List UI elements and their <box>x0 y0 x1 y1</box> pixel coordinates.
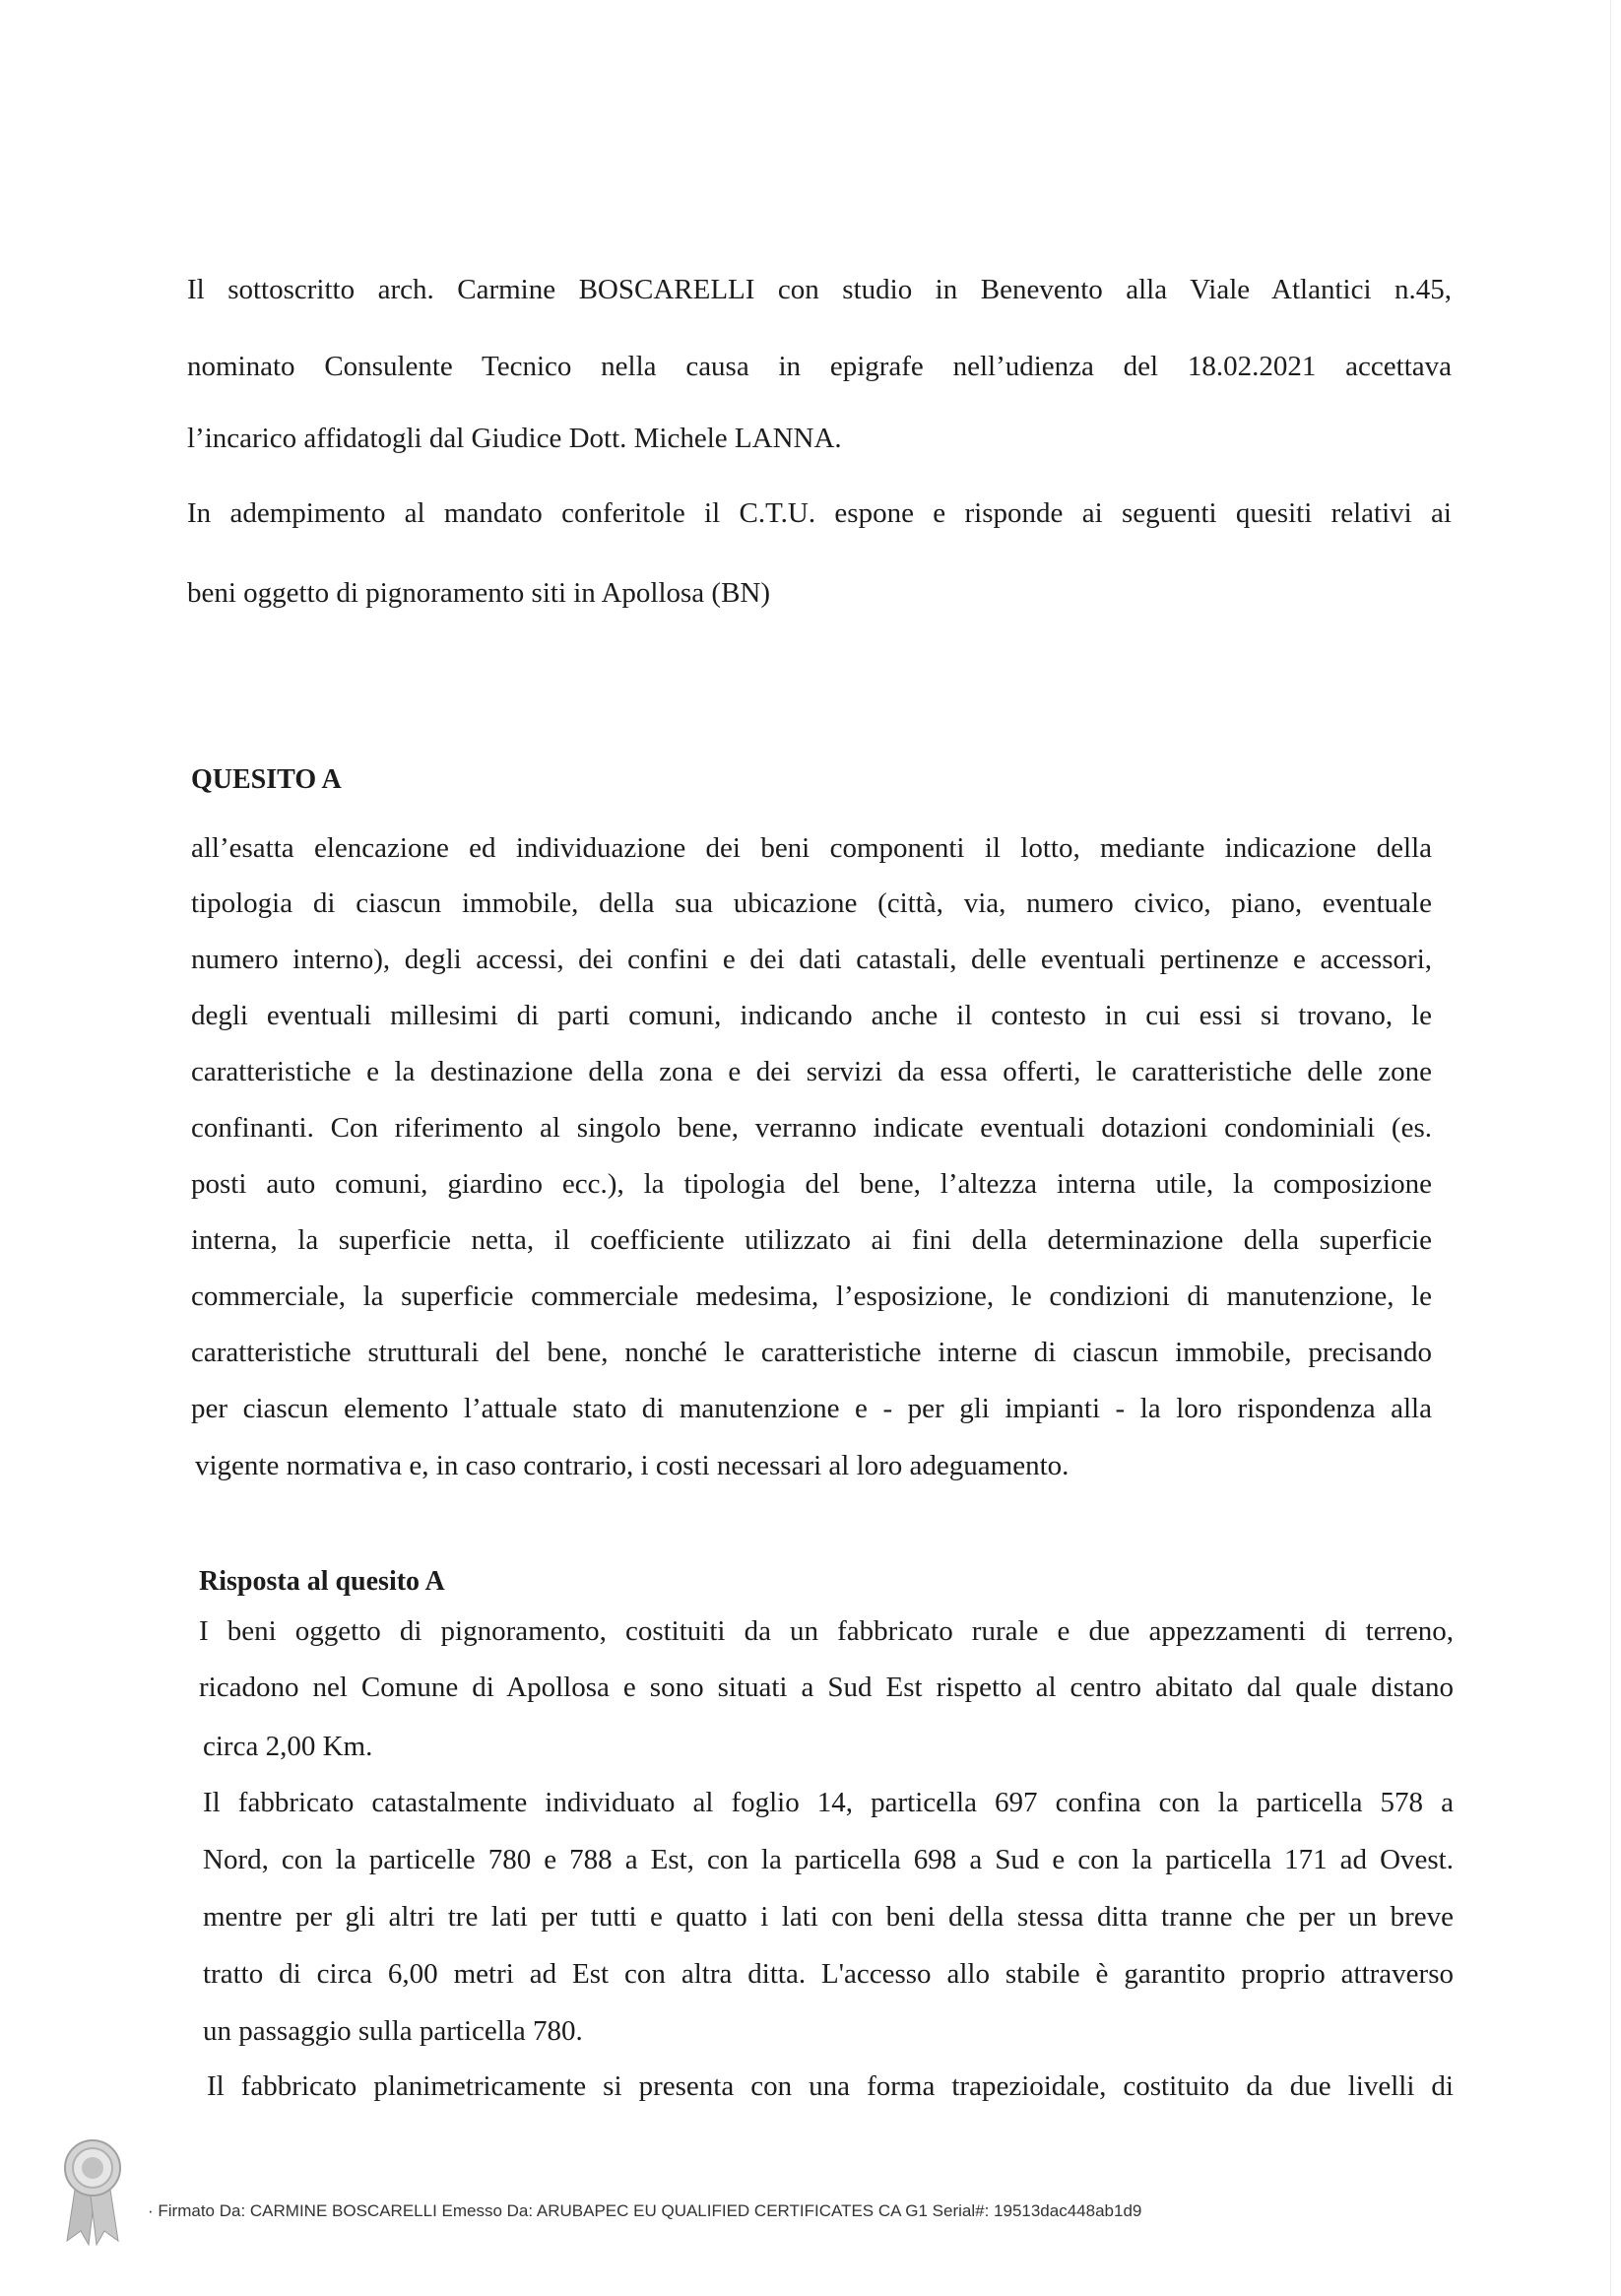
quesito-line: vigente normativa e, in caso contrario, i costi necessari al loro adeguamento. <box>195 1450 1070 1481</box>
intro-line-4: In adempimento al mandato conferitole il C.T.U. espone e risponde ai seguenti quesiti relativi ai <box>187 497 1452 529</box>
quesito-heading: QUESITO A <box>191 764 342 795</box>
quesito-line: commerciale, la superficie commerciale medesima, l’esposizione, le condizioni di manutenzione, le <box>191 1280 1432 1312</box>
risposta-line: ricadono nel Comune di Apollosa e sono situati a Sud Est rispetto al centro abitato dal quale distano <box>199 1672 1454 1703</box>
digital-signature-seal-icon <box>61 2131 124 2247</box>
risposta-line: circa 2,00 Km. <box>203 1731 373 1762</box>
quesito-line: caratteristiche e la destinazione della zona e dei servizi da essa offerti, le caratteristiche delle zone <box>191 1056 1432 1087</box>
quesito-line: posti auto comuni, giardino ecc.), la tipologia del bene, l’altezza interna utile, la composizione <box>191 1168 1432 1200</box>
risposta-line: Nord, con la particelle 780 e 788 a Est, con la particella 698 a Sud e con la particella 171 ad Ovest. <box>203 1844 1454 1875</box>
quesito-line: tipologia di ciascun immobile, della sua ubicazione (città, via, numero civico, piano, eventuale <box>191 887 1432 919</box>
signature-footer <box>148 2201 1141 2221</box>
intro-line-3: l’incarico affidatogli dal Giudice Dott. Michele LANNA. <box>187 423 842 454</box>
footer-bullet: · <box>148 2201 159 2220</box>
risposta-line: un passaggio sulla particella 780. <box>203 2015 583 2047</box>
risposta-line: tratto di circa 6,00 metri ad Est con altra ditta. L'accesso allo stabile è garantito proprio attraverso <box>203 1958 1454 1990</box>
intro-line-2: nominato Consulente Tecnico nella causa in epigrafe nell’udienza del 18.02.2021 accettava <box>187 351 1452 382</box>
quesito-line: caratteristiche strutturali del bene, nonché le caratteristiche interne di ciascun immobile, precisando <box>191 1337 1432 1368</box>
quesito-line: degli eventuali millesimi di parti comuni, indicando anche il contesto in cui essi si trovano, le <box>191 1000 1432 1031</box>
intro-line-5: beni oggetto di pignoramento siti in Apollosa (BN) <box>187 577 771 609</box>
signature-text: Firmato Da: CARMINE BOSCARELLI Emesso Da: ARUBAPEC EU QUALIFIED CERTIFICATES CA G1 Serial#: 19513dac448ab1d9 <box>158 2201 1142 2220</box>
risposta-line: mentre per gli altri tre lati per tutti e quatto i lati con beni della stessa ditta tranne che per un breve <box>203 1901 1454 1933</box>
quesito-line: confinanti. Con riferimento al singolo bene, verranno indicate eventuali dotazioni condominiali (es. <box>191 1112 1432 1144</box>
page-edge-line <box>1610 0 1611 2296</box>
quesito-line: all’esatta elencazione ed individuazione dei beni componenti il lotto, mediante indicazione della <box>191 832 1432 864</box>
quesito-line: interna, la superficie netta, il coefficiente utilizzato ai fini della determinazione della superficie <box>191 1224 1432 1256</box>
intro-line-1: Il sottoscritto arch. Carmine BOSCARELLI con studio in Benevento alla Viale Atlantici n.45, <box>187 274 1452 305</box>
risposta-line: Il fabbricato catastalmente individuato al foglio 14, particella 697 confina con la particella 578 a <box>203 1787 1454 1818</box>
risposta-line: Il fabbricato planimetricamente si presenta con una forma trapezioidale, costituito da due livelli di <box>207 2070 1454 2102</box>
quesito-line: per ciascun elemento l’attuale stato di manutenzione e - per gli impianti - la loro rispondenza alla <box>191 1393 1432 1424</box>
risposta-heading: Risposta al quesito A <box>199 1566 445 1597</box>
risposta-line: I beni oggetto di pignoramento, costituiti da un fabbricato rurale e due appezzamenti di terreno, <box>199 1615 1454 1647</box>
quesito-line: numero interno), degli accessi, dei confini e dei dati catastali, delle eventuali pertinenze e accessori, <box>191 944 1432 975</box>
